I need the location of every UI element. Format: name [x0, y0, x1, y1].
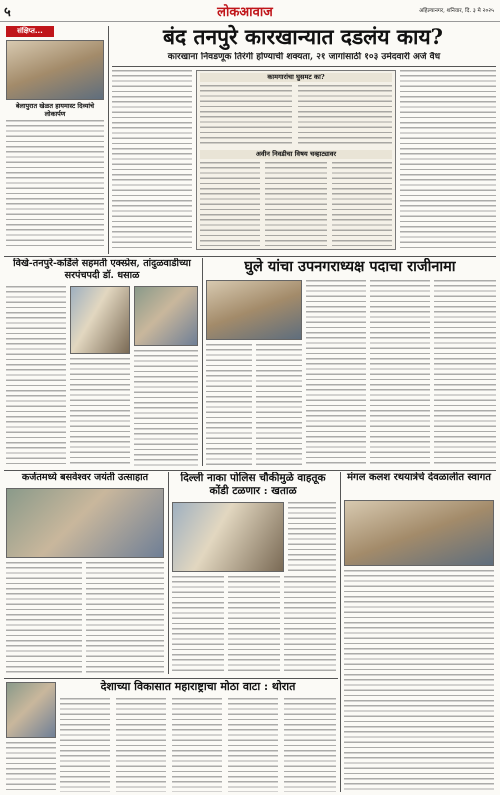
story7-col-2 [116, 698, 166, 792]
story5-col-1 [172, 576, 224, 674]
column-divider-2 [202, 258, 203, 466]
newspaper-logo: लोकआवाज [217, 5, 273, 20]
box1-col-b [298, 85, 392, 145]
section-rule-3 [4, 678, 338, 679]
box2-title: अवीन निवडीचा विषय चव्हाट्यावर [200, 150, 392, 159]
issue-date: अहिल्यानगर, शनिवार, दि. ३ मे २०२५ [419, 8, 494, 14]
box1-title: कामगारांचा घुसमट का? [200, 73, 392, 82]
story7-col-1 [60, 698, 110, 792]
story7-col-4 [228, 698, 278, 792]
story3-col-3 [306, 280, 366, 466]
story5-col-side [288, 502, 336, 572]
main-col-4 [400, 70, 496, 250]
story2-headline: विखे-तनपुरे-कर्डिले सहमती एक्स्प्रेस, तांदुळवाडीच्या सरपंचपदी डॉ. धसाळ [13, 258, 191, 281]
story7-col-3 [172, 698, 222, 792]
story3-col-1 [206, 344, 252, 466]
section-rule-2 [4, 470, 496, 471]
story2-col-3 [134, 350, 198, 466]
main-col-1 [112, 70, 192, 250]
story3-headline: घुले यांचा उपनगराध्यक्ष पदाचा राजीनामा [244, 258, 456, 275]
story6-body [344, 570, 494, 792]
story2-photo-2 [134, 286, 198, 346]
section-badge: संक्षिप्त... [6, 26, 54, 37]
story7-headline: देशाच्या विकासात महाराष्ट्राचा मोठा वाटा : थोरात [100, 680, 296, 693]
brief-photo [6, 40, 104, 100]
column-divider [108, 26, 109, 254]
story4-col-1 [6, 562, 82, 674]
page-header [0, 0, 500, 22]
subhead-rule [112, 66, 496, 67]
brief-body [6, 120, 104, 250]
story4-col-2 [86, 562, 164, 674]
story3-photo [206, 280, 302, 340]
story2-col-1 [6, 286, 66, 466]
story5-col-3 [284, 576, 336, 674]
main-subhead: कारखाना निवडणूक तिरंगी होण्याची शक्यता, २१ जागांसाठी १०३ उमेदवारी अर्ज वैध [167, 52, 441, 62]
story3-col-5 [434, 280, 496, 466]
brief-caption: बेलापुरात खेळत हायमास्ट दिव्यांचे लोकार्पण [15, 102, 95, 118]
story5-photo [172, 502, 284, 572]
box2-col-a [200, 162, 260, 246]
story6-headline: मंगल कलश रथयात्रेचे देवळालीत स्वागत [347, 472, 491, 483]
story3-col-2 [256, 344, 302, 466]
column-divider-4 [340, 472, 341, 792]
story2-photo [70, 286, 130, 354]
story7-photo [6, 682, 56, 738]
section-rule-1 [4, 256, 496, 257]
box2-col-c [332, 162, 392, 246]
box2-col-b [265, 162, 327, 246]
story5-headline: दिल्ली नाका पोलिस चौकीमुळे वाहतूक कोंडी टळणार : खताळ [180, 472, 326, 497]
main-headline: बंद तनपुरे कारखान्यात दडलंय काय? [163, 24, 443, 49]
story7-col-0 [6, 742, 56, 792]
story7-col-5 [284, 698, 336, 792]
story4-photo [6, 488, 164, 558]
story6-photo [344, 500, 494, 566]
story2-col-2 [70, 358, 130, 466]
box1-col-a [200, 85, 292, 145]
story3-col-4 [370, 280, 430, 466]
page-number: ५ [4, 5, 11, 20]
column-divider-3 [168, 472, 169, 674]
story5-col-2 [228, 576, 280, 674]
story4-headline: कर्जतमध्ये बसवेश्वर जयंती उत्साहात [21, 472, 149, 483]
